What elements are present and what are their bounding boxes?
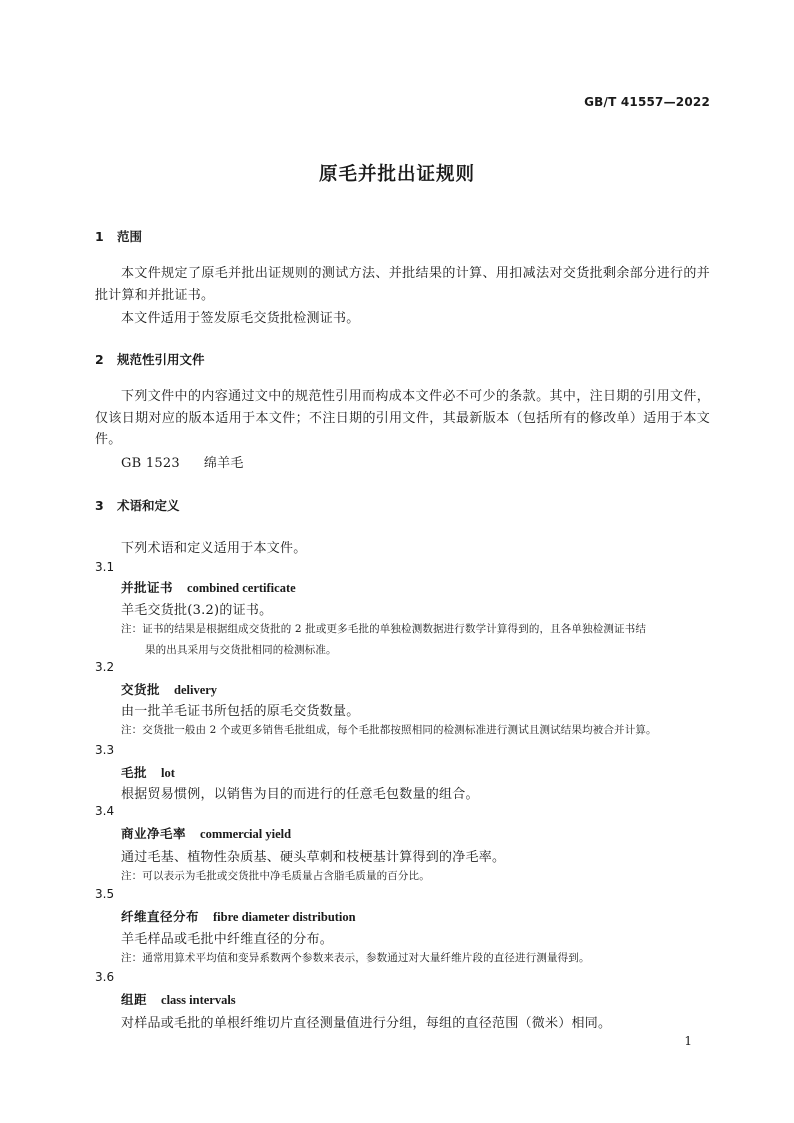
section-number: 1 [95,229,104,244]
section-title: 术语和定义 [117,498,180,513]
terms-intro: 下列术语和定义适用于本文件。 [121,541,307,556]
term-number: 3.2 [95,660,115,674]
section-number: 2 [95,352,104,367]
term-en: delivery [174,683,218,697]
term-definition: 通过毛基、植物性杂质基、硬头草刺和枝梗基计算得到的净毛率。 [121,850,506,865]
term-number: 3.3 [95,743,115,757]
term-note [121,866,713,887]
term-note [121,720,713,741]
term-note-line-2: 果的出具采用与交货批相同的检测标准。 [145,644,337,656]
term-zh: 毛批 [121,765,148,780]
reference-name: 绵羊毛 [203,456,244,471]
section-number: 3 [95,498,104,513]
term-heading [121,763,175,781]
term-number: 3.1 [95,560,115,574]
term-en: class intervals [161,993,236,1007]
term-number: 3.4 [95,804,115,818]
term-heading [121,680,217,698]
term-note-line-1: 注：交货批一般由 2 个或更多销售毛批组成，每个毛批都按照相同的检测标准进行测试且测试结果均被合并计算。 [121,724,657,736]
term-note-line-1: 注：通常用算术平均值和变异系数两个参数来表示，参数通过对大量纤维片段的直径进行测量得到。 [121,952,590,964]
section-title: 规范性引用文件 [117,352,205,367]
scope-paragraph-2: 本文件适用于签发原毛交货批检测证书。 [121,311,360,326]
term-number: 3.5 [95,887,115,901]
section-heading-1 [95,227,142,245]
section-title: 范围 [117,229,143,244]
section-heading-3 [95,496,180,514]
standard-number: GB/T 41557—2022 [584,95,710,109]
reference-code: GB 1523 [121,456,180,471]
term-zh: 交货批 [121,682,161,697]
term-heading [121,990,236,1008]
term-note [121,619,713,661]
term-en: commercial yield [200,827,292,841]
term-en: lot [161,766,175,780]
term-number: 3.6 [95,970,115,984]
term-note-line-1: 注：可以表示为毛批或交货批中净毛质量占含脂毛质量的百分比。 [121,870,430,882]
term-en: combined certificate [187,581,296,595]
term-zh: 并批证书 [121,580,174,595]
term-definition: 对样品或毛批的单根纤维切片直径测量值进行分组，每组的直径范围（微米）相同。 [121,1016,612,1031]
term-en: fibre diameter distribution [213,910,356,924]
term-definition: 由一批羊毛证书所包括的原毛交货数量。 [121,704,360,719]
term-definition: 羊毛样品或毛批中纤维直径的分布。 [121,932,334,947]
scope-paragraph-1: 本文件规定了原毛并批出证规则的测试方法、并批结果的计算、用扣减法对交货批剩余部分进行的并批计算和并批证书。 [95,266,710,303]
reference-entry [121,452,244,471]
term-heading [121,824,291,842]
section-heading-2 [95,350,205,368]
document-title: 原毛并批出证规则 [318,164,475,185]
term-heading [121,578,296,596]
term-definition: 根据贸易惯例，以销售为目的而进行的任意毛包数量的组合。 [121,787,479,802]
term-note-line-1: 注：证书的结果是根据组成交货批的 2 批或更多毛批的单独检测数据进行数学计算得到的，且各单独检测证书结 [121,623,647,635]
term-zh: 商业净毛率 [121,826,187,841]
term-heading [121,907,356,925]
term-note [121,948,713,969]
term-definition: 羊毛交货批(3.2)的证书。 [121,603,273,618]
term-zh: 纤维直径分布 [121,909,200,924]
term-zh: 组距 [121,992,148,1007]
references-paragraph: 下列文件中的内容通过文中的规范性引用而构成本文件必不可少的条款。其中，注日期的引用文件，仅该日期对应的版本适用于本文件；不注日期的引用文件，其最新版本（包括所有的修改单）适用于本文件。 [95,389,710,447]
page-number: 1 [684,1034,692,1048]
